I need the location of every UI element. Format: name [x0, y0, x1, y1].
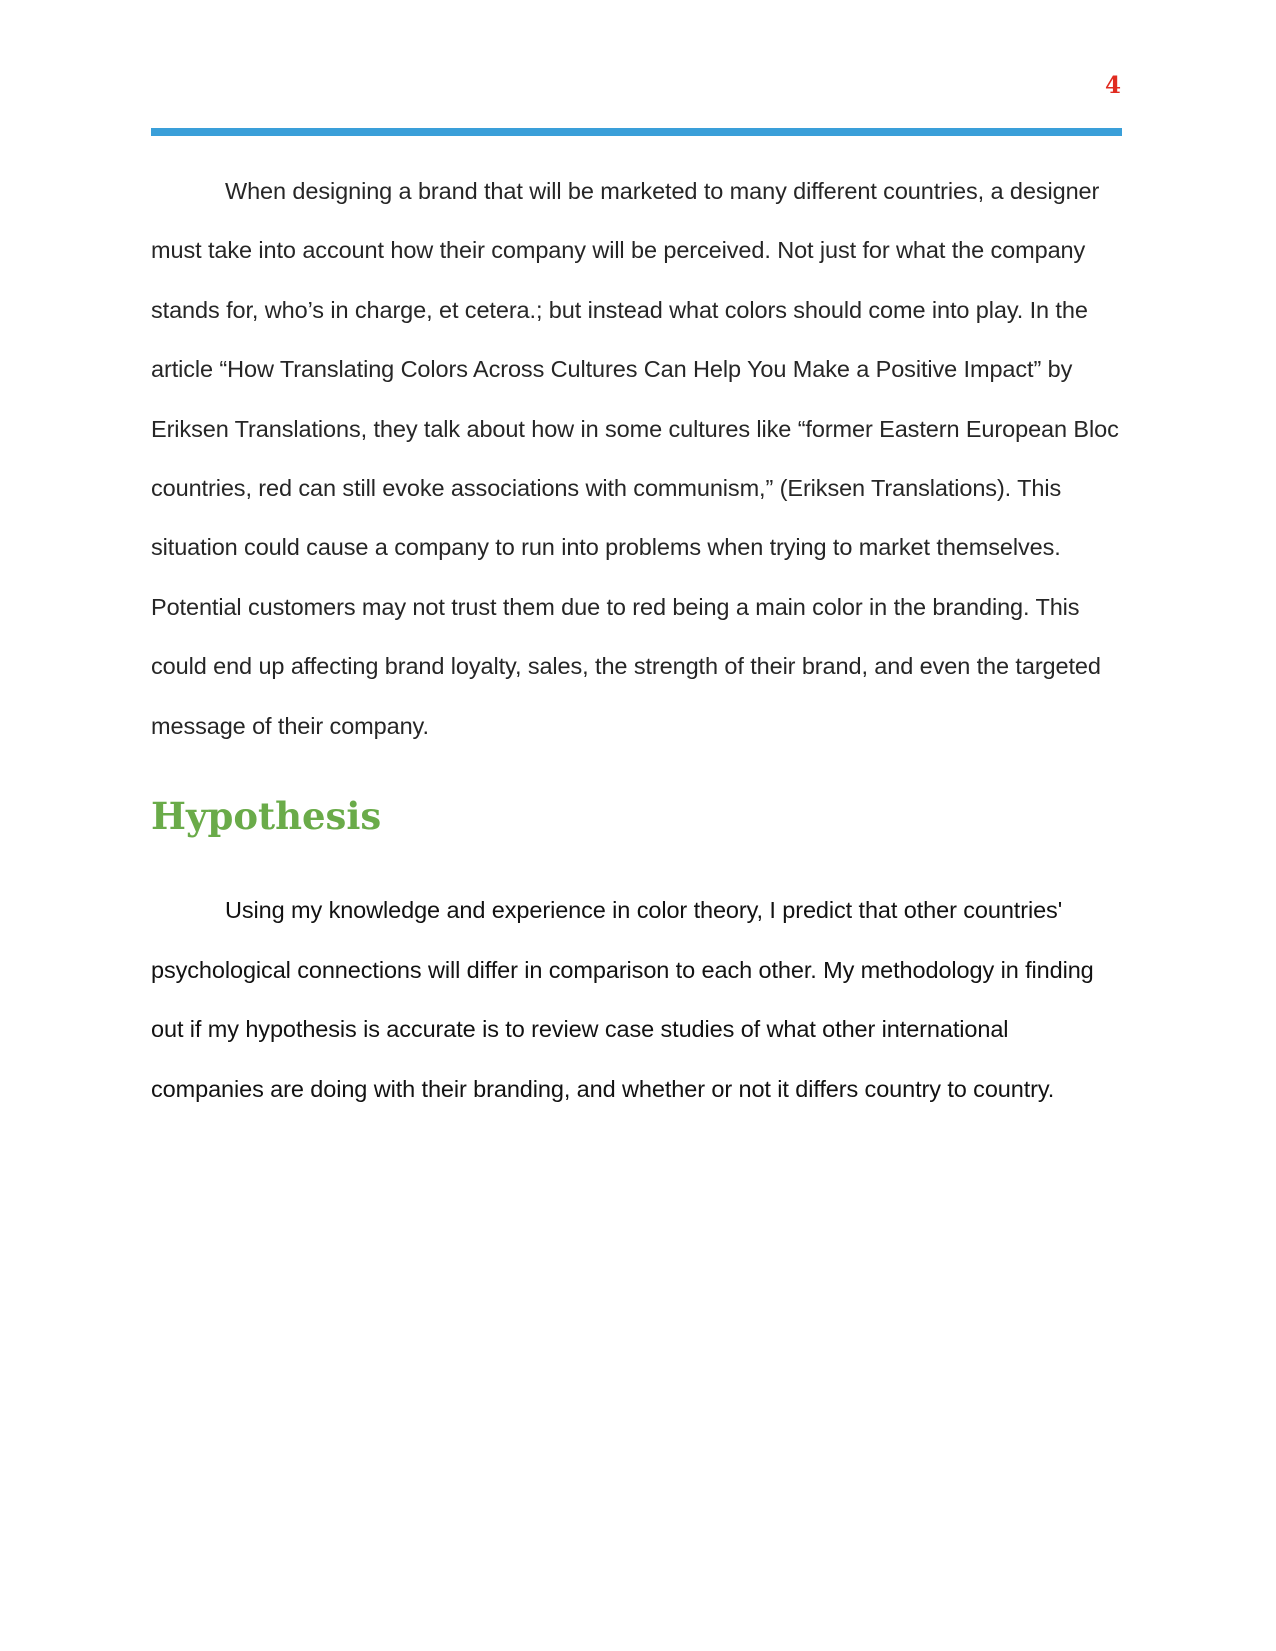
section-heading-hypothesis: Hypothesis — [151, 794, 382, 839]
page-body — [151, 162, 1127, 1119]
page-number: 4 — [1104, 72, 1121, 99]
body-paragraph-intro: When designing a brand that will be marketed to many different countries, a designer must take into account how their company will be perceived. Not just for what the company stands for, who’s in charge, et cetera.; but instead what colors should come into play. In the article “How Translating Colors Across Cultures Can Help You Make a Positive Impact” by Eriksen Translations, they talk about how in some cultures like “former Eastern European Bloc countries, red can still evoke associations with communism,” (Eriksen Translations). This situation could cause a company to run into problems when trying to market themselves. Potential customers may not trust them due to red being a main color in the branding. This could end up affecting brand loyalty, sales, the strength of their brand, and even the targeted message of their company. — [151, 178, 1119, 739]
body-paragraph-hypothesis: Using my knowledge and experience in color theory, I predict that other countries' psychological connections will differ in comparison to each other. My methodology in finding out if my hypothesis is accurate is to review case studies of what other international companies are doing with their branding, and whether or not it differs country to country. — [151, 897, 1094, 1102]
header-divider — [151, 128, 1122, 136]
